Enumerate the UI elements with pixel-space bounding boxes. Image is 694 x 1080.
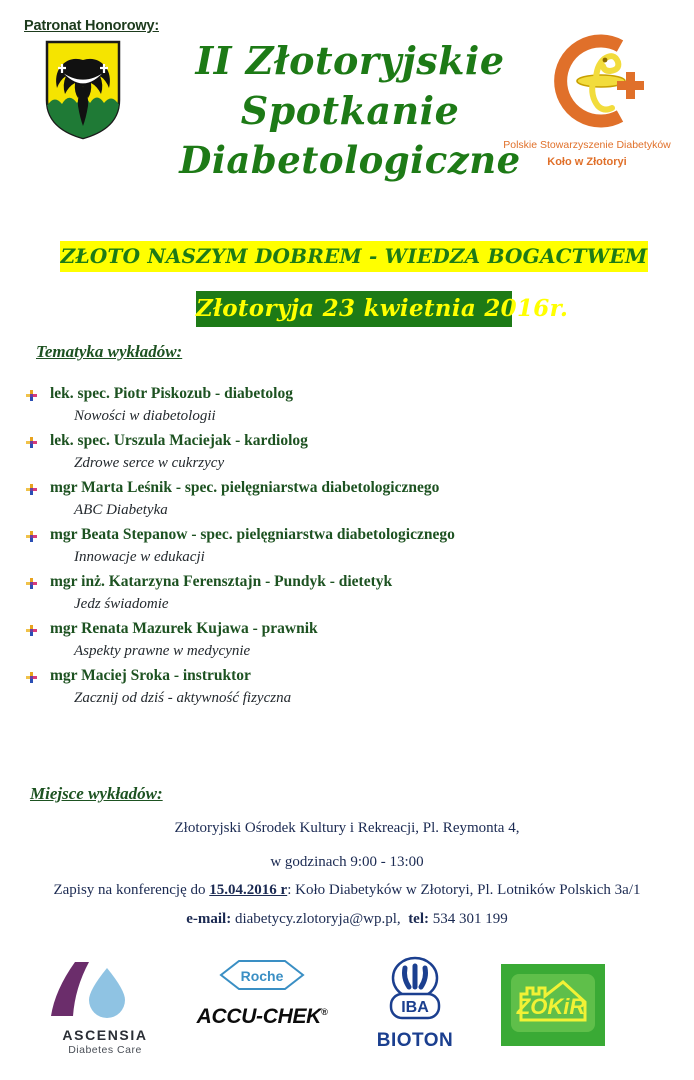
- sponsor-logos: [0, 952, 694, 1072]
- bullet-cross-icon: [26, 435, 37, 446]
- venue-block: [0, 818, 694, 873]
- email-value[interactable]: diabetycy.zlotoryja@wp.pl,: [234, 911, 401, 927]
- talk-item: [24, 477, 664, 522]
- sponsor-accu-chek: [182, 958, 342, 1029]
- svg-text:Roche: Roche: [240, 968, 284, 984]
- talk-speaker: mgr inż. Katarzyna Ferensztajn - Pundyk - dietetyk: [50, 572, 393, 590]
- talk-speaker: mgr Beata Stepanow - spec. pielęgniarstwa diabetologicznego: [50, 525, 455, 543]
- signup-prefix: Zapisy na konferencję do: [53, 882, 210, 898]
- venue-hours: w godzinach 9:00 - 13:00: [270, 854, 424, 871]
- talks-section-heading: Tematyka wykładów:: [36, 342, 183, 361]
- date-banner: [196, 291, 569, 327]
- title-line-3: Diabetologiczne: [179, 138, 521, 183]
- sponsor-bioton: [360, 956, 470, 1052]
- talk-item: [24, 665, 664, 710]
- psd-bowl-of-hygieia-icon: [538, 26, 648, 136]
- contact-line: [0, 911, 694, 928]
- bullet-cross-icon: [26, 482, 37, 493]
- signup-deadline: 15.04.2016 r: [209, 882, 288, 898]
- page-title: [150, 36, 550, 185]
- talk-speaker: mgr Maciej Sroka - instruktor: [50, 666, 251, 684]
- talk-topic: Zdrowe serce w cukrzycy: [74, 455, 225, 472]
- motto-text: ZŁOTO NASZYM DOBREM - WIEDZA BOGACTWEM: [60, 244, 648, 268]
- patronage-label: Patronat Honorowy:: [24, 18, 159, 34]
- accu-chek-name: [182, 1005, 342, 1029]
- roche-hexagon-icon: [217, 958, 307, 992]
- bullet-cross-icon: [26, 388, 37, 399]
- talk-speaker: lek. spec. Urszula Maciejak - kardiolog: [50, 431, 308, 449]
- sponsor-zokir: [498, 964, 608, 1051]
- talk-item: [24, 383, 664, 428]
- bioton-name: BIOTON: [376, 1030, 454, 1051]
- title-line-1: II Złotoryjskie: [195, 38, 505, 83]
- signup-line: [0, 882, 694, 899]
- talk-item: [24, 524, 664, 569]
- talk-topic: Aspekty prawne w medycynie: [74, 643, 251, 660]
- talk-topic: Innowacje w edukacji: [74, 549, 205, 566]
- talk-speaker: mgr Renata Mazurek Kujawa - prawnik: [50, 619, 318, 637]
- title-line-2: Spotkanie: [240, 88, 460, 134]
- svg-text:IBA: IBA: [401, 999, 429, 1016]
- zlotoryja-coat-of-arms-icon: [44, 40, 122, 140]
- bullet-cross-icon: [26, 529, 37, 540]
- talk-topic: ABC Diabetyka: [74, 502, 168, 519]
- talk-speaker: mgr Marta Leśnik - spec. pielęgniarstwa diabetologicznego: [50, 478, 440, 496]
- ascensia-tagline: Diabetes Care: [68, 1044, 142, 1056]
- accu-chek-wordmark: ACCU-CHEK: [196, 1005, 322, 1028]
- talk-item: [24, 430, 664, 475]
- venue-section-heading: Miejsce wykładów:: [30, 784, 163, 803]
- talk-item: [24, 571, 664, 616]
- bullet-cross-icon: [26, 576, 37, 587]
- email-label: e-mail:: [186, 911, 232, 927]
- signup-suffix: : Koło Diabetyków w Złotoryi, Pl. Lotników Polskich 3a/1: [287, 882, 641, 898]
- tel-label: tel:: [408, 911, 430, 927]
- talk-speaker: lek. spec. Piotr Piskozub - diabetolog: [50, 385, 293, 402]
- bullet-cross-icon: [26, 623, 37, 634]
- ascensia-icon: [45, 958, 165, 1020]
- registered-mark: ®: [321, 1007, 328, 1017]
- zokir-icon: [501, 964, 605, 1046]
- ascensia-name: ASCENSIA: [62, 1027, 148, 1043]
- tel-value: 534 301 199: [432, 911, 508, 927]
- motto-banner: [60, 241, 648, 272]
- talk-topic: Jedz świadomie: [74, 596, 169, 613]
- talks-list: [24, 383, 664, 712]
- talk-item: [24, 618, 664, 663]
- iba-icon: [369, 956, 461, 1022]
- psd-caption-line-2: Koło w Złotoryi: [547, 156, 627, 169]
- venue-address: Złotoryjski Ośrodek Kultury i Rekreacji, Pl. Reymonta 4,: [174, 820, 520, 836]
- date-text: Złotoryja 23 kwietnia 2016r.: [196, 295, 569, 322]
- psd-caption-line-1: Polskie Stowarzyszenie Diabetyków: [503, 139, 671, 151]
- bullet-cross-icon: [26, 670, 37, 681]
- svg-text:ZOKiR: ZOKiR: [516, 994, 586, 1019]
- sponsor-ascensia: [40, 958, 170, 1056]
- talk-topic: Nowości w diabetologii: [74, 408, 216, 425]
- talk-topic: Zacznij od dziś - aktywność fizyczna: [74, 690, 292, 707]
